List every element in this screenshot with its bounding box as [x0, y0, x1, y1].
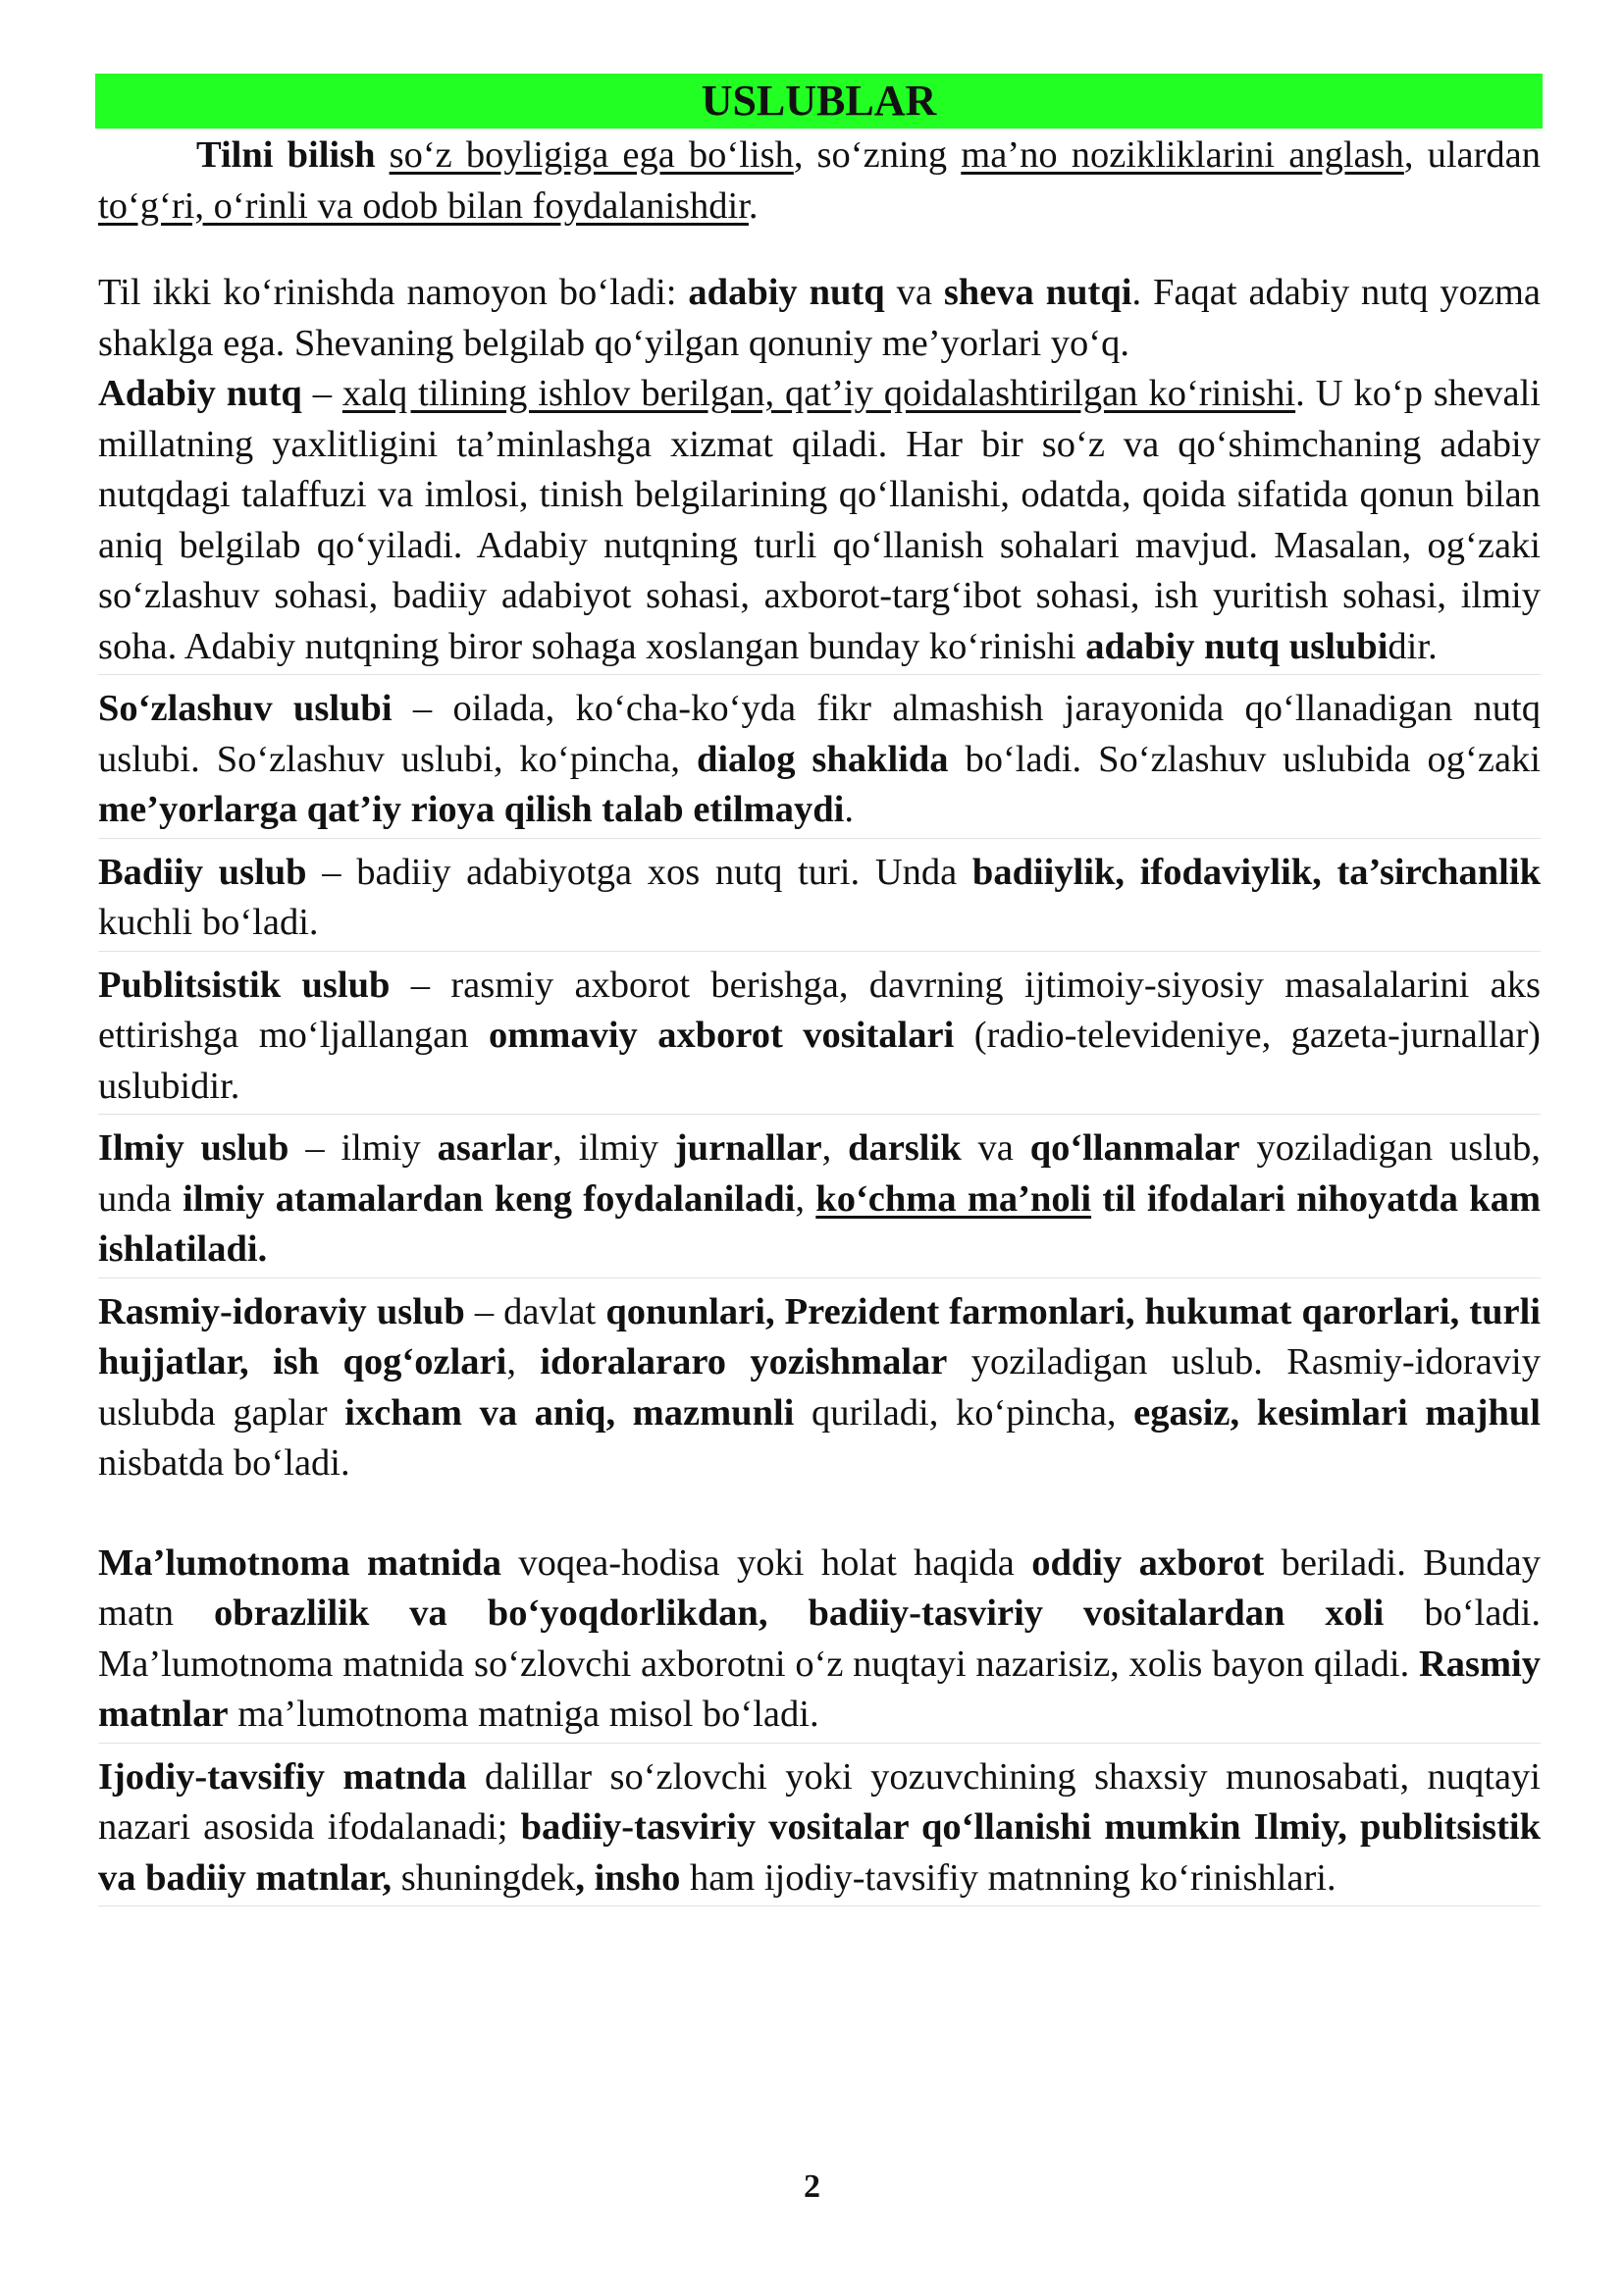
term-bold-underlined: [815, 1178, 1091, 1220]
term-bold: ommaviy axborot vositalari: [488, 1015, 955, 1056]
underlined-phrase: so‘z boyligiga ega bo‘lish: [389, 134, 794, 176]
term-bold: , insho: [575, 1856, 681, 1899]
text-run: voqea-hodisa yoki holat haqida: [500, 1541, 1032, 1584]
text-run: quriladi, ko‘pincha,: [794, 1391, 1134, 1434]
term-bold: oddiy axborot: [1031, 1541, 1265, 1584]
text-run: – oilada, ko‘cha-ko‘yda fikr almashish jarayonida qo‘llanadigan nutq uslubi. So‘zlashuv uslubi, ko‘pincha,: [98, 688, 1541, 780]
text-run: dir.: [1388, 625, 1438, 667]
underlined-phrase: to‘g‘ri, o‘rinli va odob bilan foydalanishdir: [98, 184, 749, 227]
term-bold: Adabiy nutq: [98, 373, 302, 414]
paragraph-malumotnoma-matni: [98, 1539, 1541, 1741]
term-bold: obrazlilik va bo‘yoqdorlikdan, badiiy-tasviriy vositalardan xoli: [214, 1592, 1385, 1634]
text-run: – rasmiy axborot berishga, davrning ijtimoiy-siyosiy masalalarini aks ettirishga mo‘ljallangan: [98, 964, 1541, 1056]
divider: [98, 1114, 1541, 1115]
divider: [98, 838, 1541, 839]
paragraph-ijodiy-tavsifiy-matn: [98, 1752, 1541, 1905]
paragraph-tilni-bilish: [98, 130, 1541, 232]
document-body: [98, 130, 1541, 1915]
term-bold: adabiy nutq: [688, 272, 885, 313]
term-bold: ixcham va aniq, mazmunli: [344, 1391, 795, 1434]
term-bold: Rasmiy matnlar: [98, 1643, 1541, 1735]
paragraph-publitsistik-uslub: [98, 961, 1541, 1113]
underlined-phrase: xalq tilining ishlov berilgan, qat’iy qoidalashtirilgan ko‘rinishi: [341, 373, 1296, 414]
term-bold: me’yorlarga qat’iy rioya qilish talab etilmaydi: [98, 789, 845, 830]
text-run: ma’lumotnoma matniga misol bo‘ladi.: [228, 1694, 819, 1735]
paragraph-badiiy-uslub: [98, 848, 1541, 949]
text-run: va: [961, 1127, 1030, 1169]
paragraph-rasmiy-idoraviy-uslub: [98, 1287, 1541, 1489]
text-run: , ilmiy: [552, 1127, 675, 1169]
term-bold: So‘zlashuv uslubi: [98, 688, 393, 729]
term-bold: Ilmiy, publitsistik va badiiy matnlar,: [98, 1806, 1541, 1899]
divider: [98, 951, 1541, 952]
text-run: dalillar so‘zlovchi yoki yozuvchining shaxsiy munosabati, nuqtayi nazari asosida ifodalanadi;: [98, 1755, 1541, 1848]
term-bold: til ifodalari nihoyatda kam ishlatiladi.: [98, 1177, 1542, 1270]
term-bold: Tilni bilish: [196, 134, 376, 176]
term-bold: Ilmiy uslub: [98, 1127, 289, 1169]
term-bold: jurnallar: [674, 1127, 822, 1169]
text-run: [375, 134, 389, 176]
text-run: bo‘ladi. So‘zlashuv uslubida og‘zaki: [948, 738, 1541, 780]
text-run: yoziladigan uslub, unda: [98, 1127, 1541, 1220]
term-bold: badiiy-tasviriy vositalar qo‘llanishi mumkin: [520, 1806, 1241, 1848]
term-bold: darslik: [848, 1127, 962, 1169]
text-run: . U ko‘p shevali millatning yaxlitligini ta’minlashga xizmat qiladi. Har bir so‘z va qo‘shimchaning adabiy nutqdagi talaffuzi va imlosi, tinish belgilarining qo‘llanishi, odatda, qoida sifatida qonun bilan aniq belgilab qo‘yiladi. Adabiy nutqning turli qo‘llanish sohalari mavjud. Masalan, og‘zaki so‘zlashuv sohasi, badiiy adabiyot sohasi, axborot-targ‘ibot sohasi, ish yuritish sohasi, ilmiy soha. Adabiy nutqning biror sohaga xoslangan bunday ko‘rinishi: [98, 373, 1541, 667]
text-run: bo‘ladi. Ma’lumotnoma matnida so‘zlovchi axborotni o‘z nuqtayi nazarisiz, xolis bayon qiladi.: [98, 1592, 1541, 1685]
term-bold: Rasmiy-idoraviy uslub: [98, 1290, 465, 1332]
paragraph-gap: [98, 1489, 1541, 1539]
term-bold: dialog shaklida: [696, 738, 949, 780]
term-bold: Ijodiy-tavsifiy matnda: [98, 1755, 467, 1798]
term-bold: sheva nutqi: [943, 272, 1132, 313]
text-run: (radio-televideniye, gazeta-jurnallar) uslubidir.: [98, 1015, 1541, 1107]
term-bold: egasiz, kesimlari majhul: [1133, 1391, 1541, 1434]
divider: [98, 1743, 1541, 1744]
term-bold: qo‘llanmalar: [1029, 1127, 1240, 1169]
term-bold: qonunlari, Prezident farmonlari, hukumat qarorlari, turli hujjatlar, ish qog‘ozlari: [98, 1290, 1541, 1383]
underlined-phrase: ma’no nozikliklarini anglash: [961, 134, 1404, 176]
paragraph-ilmiy-uslub: [98, 1123, 1541, 1276]
text-run: .: [748, 184, 759, 227]
text-run: nisbatda bo‘ladi.: [98, 1442, 350, 1484]
text-run: [1241, 1806, 1254, 1848]
text-run: Til ikki ko‘rinishda namoyon bo‘ladi:: [98, 272, 689, 313]
term-bold: asarlar: [437, 1127, 553, 1169]
page-number: 2: [804, 2168, 820, 2205]
paragraph-sozlashuv-uslubi: [98, 684, 1541, 836]
paragraph-til-korinishlari: [98, 268, 1541, 672]
text-run: shuningdek: [392, 1856, 576, 1899]
text-run: ,: [795, 1177, 816, 1220]
term-bold: ilmiy atamalardan keng foydalaniladi: [183, 1177, 796, 1220]
text-run: .: [844, 789, 854, 830]
term-bold: Ma’lumotnoma matnida: [98, 1541, 501, 1584]
text-run: , ulardan: [1403, 134, 1542, 176]
term-bold: Badiiy uslub: [98, 851, 307, 893]
paragraph-gap: [98, 232, 1541, 268]
text-run: , so‘zning: [793, 134, 962, 176]
text-run: – davlat: [464, 1290, 606, 1332]
text-run: ham ijodiy-tavsifiy matnning ko‘rinishlari.: [680, 1856, 1336, 1899]
term-bold: Publitsistik uslub: [98, 964, 391, 1006]
term-bold: idoralararo yozishmalar: [540, 1341, 948, 1383]
text-run: va: [884, 272, 944, 313]
text-run: – badiiy adabiyotga xos nutq turi. Unda: [306, 851, 972, 893]
text-run: – ilmiy: [288, 1127, 438, 1169]
divider: [98, 1905, 1541, 1906]
text-run: beriladi. Bunday matn: [98, 1541, 1541, 1634]
text-run: ,: [821, 1127, 849, 1169]
text-run: . Faqat adabiy nutq yozma shaklga ega. Shevaning belgilab qo‘yilgan qonuniy me’yorlari yo‘q.: [98, 272, 1541, 364]
text-run: ,: [506, 1341, 541, 1383]
text-run: yoziladigan uslub. Rasmiy-idoraviy uslubda gaplar: [98, 1341, 1541, 1434]
text-run: –: [301, 373, 342, 414]
term-bold: adabiy nutq uslubi: [1085, 625, 1388, 667]
page-title: USLUBLAR: [95, 74, 1543, 129]
term-bold: badiiylik, ifodaviylik, ta’sirchanlik: [971, 851, 1541, 893]
divider: [98, 674, 1541, 675]
underlined-phrase: ko‘chma ma’noli: [815, 1177, 1092, 1220]
text-run: kuchli bo‘ladi.: [98, 902, 319, 943]
